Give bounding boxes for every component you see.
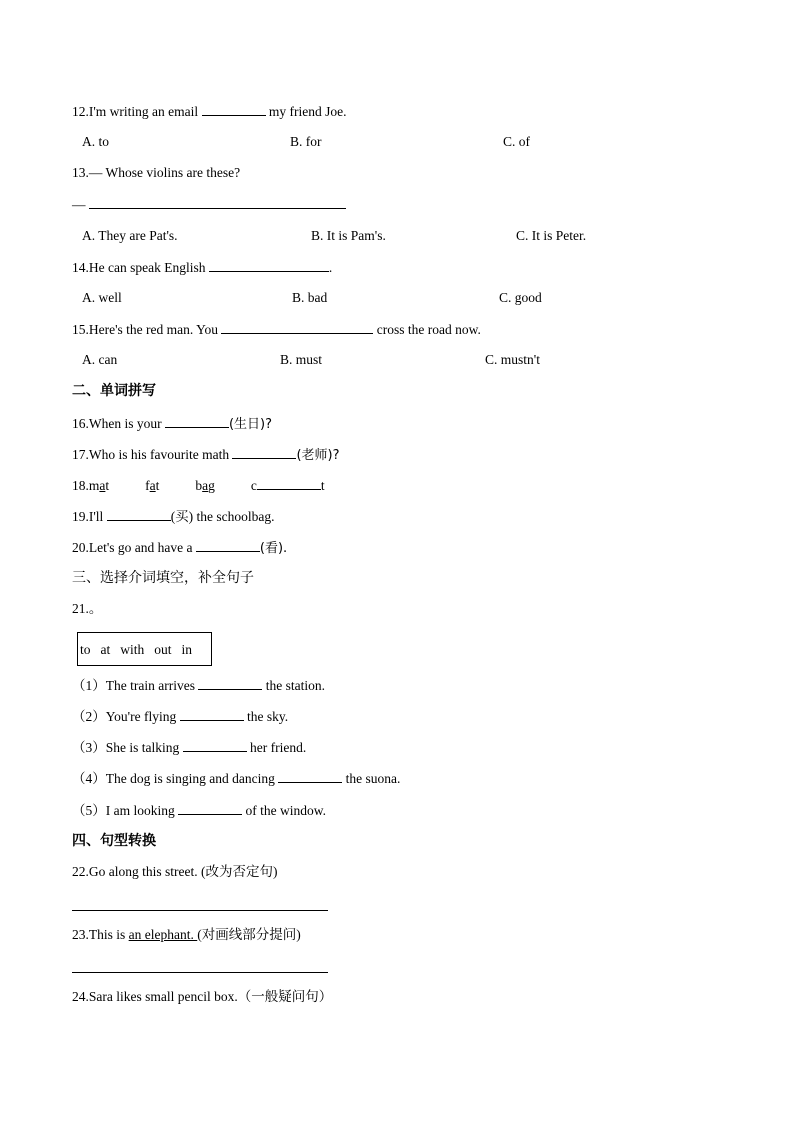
q23-underlined-phrase: an elephant. [128,927,198,942]
q18-word4: c t [250,478,325,493]
q21-item-text-pre: （3）She is talking [72,740,183,755]
question-13: 13.— Whose violins are these? [72,165,241,180]
q12-option-c[interactable]: C. of [503,134,530,149]
word-bank-box [77,632,212,666]
q17-blank[interactable] [232,445,296,459]
q21-item-4 [72,769,400,788]
q12-text-pre: 12.I'm writing an email [72,104,202,119]
question-23 [72,926,301,944]
question-15 [72,320,481,339]
q21-item-text-pre: （4）The dog is singing and dancing [72,771,279,786]
q21-item-text-post: the station. [262,678,325,693]
question-20 [72,538,287,558]
q12-blank[interactable] [202,102,266,116]
q13-dash: — [72,197,86,212]
q21-item-4-blank[interactable] [278,769,342,783]
section-2-heading: 二、单词拼写 [72,383,156,399]
q12-option-a[interactable]: A. to [82,134,109,149]
q21-item-text-post: the sky. [243,709,289,724]
q15-text-pre: 15.Here's the red man. You [72,322,222,337]
word-bank-item: at [100,642,111,657]
q20-text-post: (看). [259,541,288,556]
q20-blank[interactable] [196,538,260,552]
q18-number: 18. [72,478,89,493]
q14-option-c[interactable]: C. good [499,290,542,305]
question-21-label: 21.。 [72,601,103,616]
q21-item-2-blank[interactable] [180,707,244,721]
q21-item-text-pre: （1）The train arrives [72,678,199,693]
section-3-heading: 三、选择介词填空，补全句子 [72,570,254,586]
question-22: 22.Go along this street. (改为否定句) [72,864,278,879]
word-bank-item: in [181,642,193,657]
q21-item-5-blank[interactable] [178,801,242,815]
q21-item-text-post: of the window. [242,803,326,818]
q21-item-3-blank[interactable] [183,738,247,752]
q12-text-post: my friend Joe. [265,104,347,119]
question-12 [72,102,347,121]
q23-answer-line[interactable] [72,972,328,973]
q23-text-post: (对画线部分提问) [197,927,301,942]
q16-text-pre: 16.When is your [72,416,165,431]
q17-text-pre: 17.Who is his favourite math [72,447,233,462]
q21-item-3 [72,738,306,757]
q21-item-text-post: her friend. [246,740,307,755]
q14-blank[interactable] [209,258,329,272]
q13-option-a[interactable]: A. They are Pat's. [82,228,178,243]
q21-item-2 [72,707,288,726]
q15-option-a[interactable]: A. can [82,352,118,367]
q15-option-b[interactable]: B. must [280,352,323,367]
q17-text-post: (老师)? [296,448,340,463]
q18-word2: fat [145,478,160,493]
q19-text-post: (买) the schoolbag. [170,509,275,524]
q18-blank[interactable] [257,476,321,490]
q16-text-post: (生日)? [228,417,273,432]
q12-option-b[interactable]: B. for [290,134,322,149]
q23-text-pre: 23.This is [72,927,129,942]
question-14 [72,258,332,277]
q14-text-post: . [328,260,333,275]
question-18 [72,476,325,495]
q21-item-1-blank[interactable] [198,676,262,690]
q21-item-text-pre: （5）I am looking [72,803,179,818]
q21-item-5 [72,801,326,820]
q14-option-a[interactable]: A. well [82,290,122,305]
q22-answer-line[interactable] [72,910,328,911]
q16-blank[interactable] [165,414,229,428]
q15-text-post: cross the road now. [373,322,481,337]
question-24: 24.Sara likes small pencil box.（一般疑问句） [72,989,333,1004]
q19-text-pre: 19.I'll [72,509,107,524]
q19-blank[interactable] [107,507,171,521]
q13-answer [72,195,346,214]
q13-option-b[interactable]: B. It is Pam's. [311,228,386,243]
q13-option-c[interactable]: C. It is Peter. [516,228,587,243]
q21-item-1 [72,676,325,695]
word-bank-item: to [80,642,91,657]
q15-option-c[interactable]: C. mustn't [485,352,540,367]
q13-blank[interactable] [89,195,346,209]
q14-text-pre: 14.He can speak English [72,260,209,275]
q21-item-text-pre: （2）You're flying [72,709,180,724]
word-bank-item: out [154,642,172,657]
question-19 [72,507,275,526]
section-4-heading: 四、句型转换 [72,833,156,849]
q20-text-pre: 20.Let's go and have a [72,540,196,555]
q18-word3: bag [195,478,215,493]
question-16 [72,414,272,434]
q18-word1: mat [88,478,110,493]
question-17 [72,445,340,465]
q21-item-text-post: the suona. [342,771,401,786]
q14-option-b[interactable]: B. bad [292,290,328,305]
q15-blank[interactable] [221,320,373,334]
word-bank-item: with [120,642,145,657]
